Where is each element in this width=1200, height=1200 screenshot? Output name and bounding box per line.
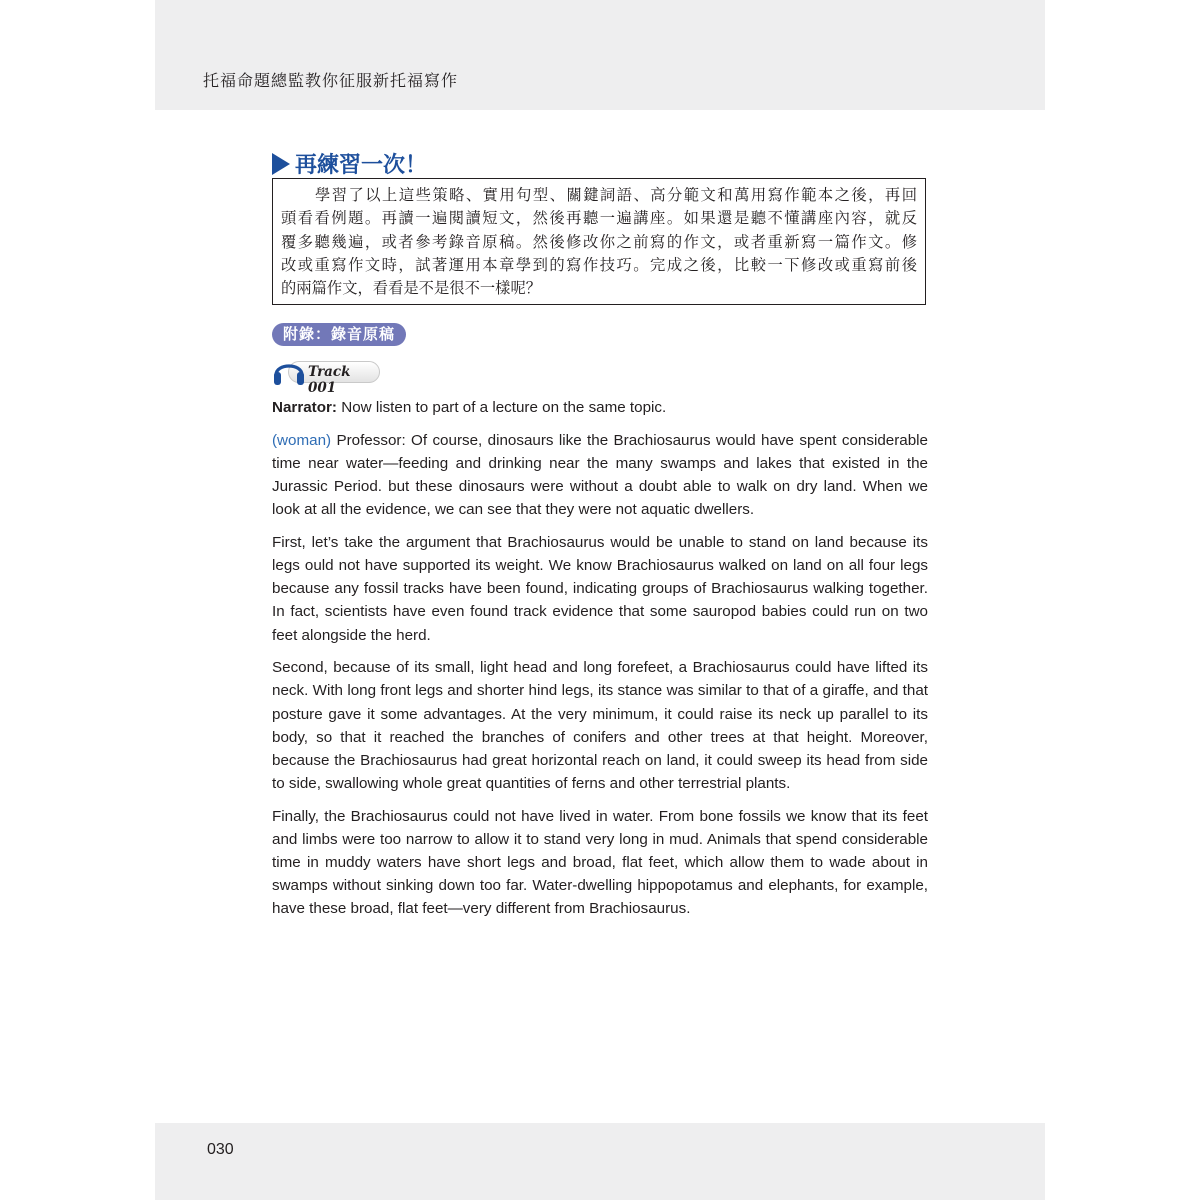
page-header — [155, 0, 1045, 110]
section-heading-text: 再練習一次！ — [295, 152, 428, 178]
paragraph-text: Professor: Of course, dinosaurs like the Brachiosaurus would have spent considerable time near water—feeding and drinking near the many swamps and lakes that existed in the Jurassic Period. but these dinosaurs were without a doubt able to walk on dry land. When we look at all the evidence, we can see that they were not aquatic dwellers. — [272, 431, 928, 519]
transcript-paragraph: Finally, the Brachiosaurus could not have lived in water. From bone fossils we know that its feet and limbs were too narrow to allow it to stand very long in mud. Animals that spend considerable time in muddy waters have short legs and broad, flat feet, which allow them to wade about in swamps without sinking down too far. Water-dwelling hippopotamus and elephants, for example, have these broad, flat feet—very different from Brachiosaurus. — [272, 807, 928, 918]
instruction-line: 頭看看例題。再讀一遍閱讀短文，然後再聽一遍講座。如果還是聽不懂講座內容，就反 — [281, 209, 917, 228]
triangle-bullet-icon — [272, 153, 290, 175]
book-page — [155, 0, 1045, 1200]
page-footer — [155, 1123, 1045, 1200]
narrator-paragraph — [272, 396, 928, 419]
instruction-line: 學習了以上這些策略、實用句型、關鍵詞語、高分範文和萬用寫作範本之後，再回 — [315, 186, 917, 204]
page-number: 030 — [207, 1141, 234, 1158]
instruction-line: 的兩篇作文，看看是不是很不一樣呢？ — [281, 279, 542, 298]
instruction-box — [272, 178, 926, 305]
woman-label: (woman) — [272, 431, 332, 449]
transcript-paragraph: Second, because of its small, light head and long forefeet, a Brachiosaurus could have lifted its neck. With long front legs and shorter hind legs, its stance was similar to that of a giraffe, and that posture gave it some advantages. At the very minimum, it could raise its neck up parallel to its body, so that it reached the branches of conifers and other trees at that height. Moreover, because the Brachiosaurus had great horizontal reach on land, it could sweep its head from side to side, swallowing whole great quantities of ferns and other terrestrial plants. — [272, 659, 928, 793]
instruction-line: 覆多聽幾遍，或者參考錄音原稿。然後修改你之前寫的作文，或者重新寫一篇作文。修 — [281, 232, 917, 251]
track-badge — [272, 355, 380, 396]
section-heading — [272, 148, 427, 179]
instruction-line: 改或重寫作文時，試著運用本章學到的寫作技巧。完成之後，比較一下修改或重寫前後 — [281, 255, 917, 274]
transcript-paragraph — [272, 429, 928, 522]
track-label: Track 001 — [308, 364, 351, 396]
appendix-tag: 附錄：錄音原稿 — [272, 323, 406, 346]
book-title: 托福命題總監教你征服新托福寫作 — [203, 71, 459, 90]
narrator-text: Now listen to part of a lecture on the same topic. — [337, 399, 667, 416]
headphone-icon — [272, 355, 306, 387]
transcript-paragraph: First, let’s take the argument that Brachiosaurus would be unable to stand on land because its legs ould not have supported its weight. We know Brachiosaurus walked on land on all four legs because any fossil tracks have been found, indicating groups of Brachiosaurus walking together. In fact, scientists have even found track evidence that some sauropod babies could run on two feet alongside the herd. — [272, 533, 928, 644]
transcript — [272, 396, 928, 930]
narrator-label: Narrator: — [272, 399, 337, 416]
